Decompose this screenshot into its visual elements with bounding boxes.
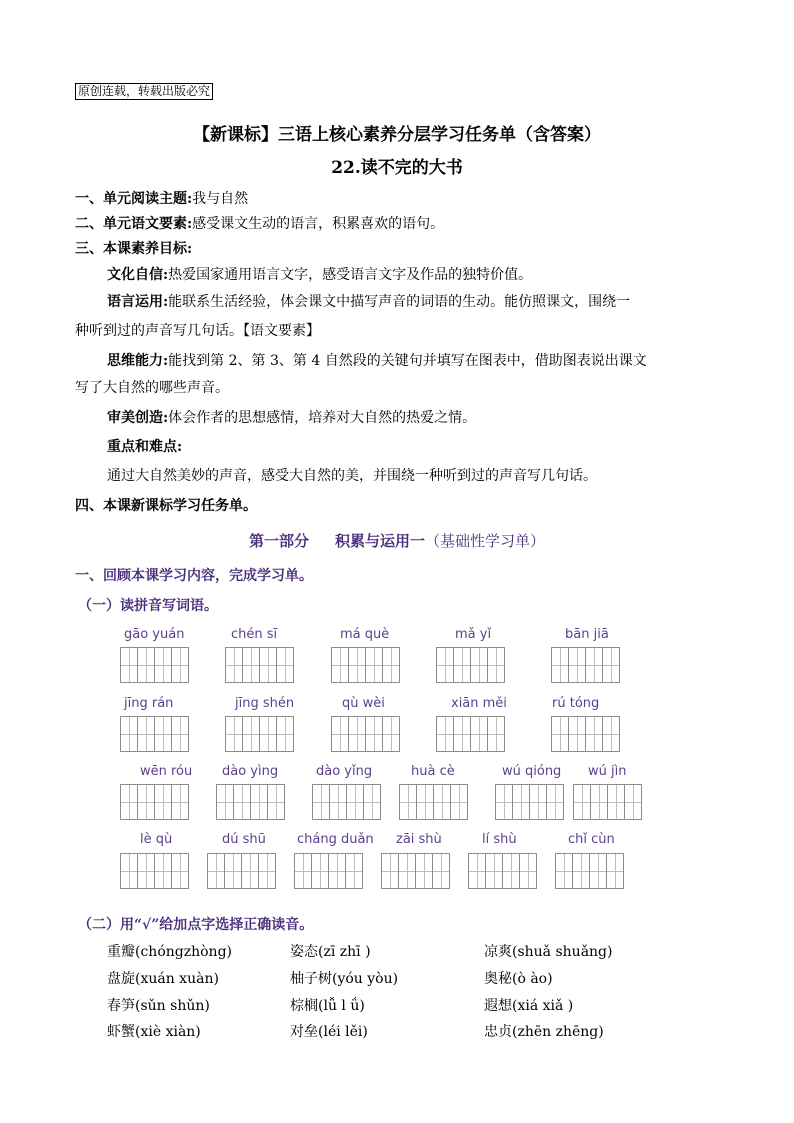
- pinyin-label: zāi shù: [396, 832, 442, 847]
- answer-grid[interactable]: [331, 647, 400, 683]
- section-2: [75, 215, 444, 233]
- choice-item[interactable]: 柚子树(yóu yòu): [290, 971, 399, 987]
- sub-task-2-heading: （二）用“√”给加点字选择正确读音。: [78, 917, 314, 933]
- choice-item[interactable]: 凉爽(shuǎ shuǎng): [484, 944, 613, 960]
- goal-culture-label: 文化自信:: [107, 267, 169, 283]
- pinyin-label: wēn róu: [140, 764, 193, 779]
- pinyin-label: rú tóng: [552, 696, 600, 711]
- answer-grid[interactable]: [331, 716, 400, 752]
- answer-grid[interactable]: [216, 784, 285, 820]
- pinyin-label: qù wèi: [342, 696, 385, 711]
- section-1-label: 一、单元阅读主题:: [75, 191, 193, 207]
- answer-grid[interactable]: [225, 647, 294, 683]
- pinyin-label: huà cè: [411, 764, 455, 779]
- pinyin-label: lí shù: [482, 832, 517, 847]
- pinyin-label: bān jiā: [565, 627, 609, 642]
- pinyin-label: chén sī: [231, 627, 278, 642]
- pinyin-label: chǐ cùn: [568, 832, 615, 847]
- pinyin-label: jīng shén: [235, 696, 295, 711]
- answer-grid[interactable]: [436, 716, 505, 752]
- section-1-text: 我与自然: [192, 191, 249, 207]
- goal-thinking-text-a: 能找到第 2、第 3、第 4 自然段的关键句并填写在图表中，借助图表说出课文: [168, 353, 647, 369]
- pinyin-label: dào yìng: [222, 764, 279, 779]
- part-name: 积累与运用一: [334, 532, 425, 550]
- key-points-label: 重点和难点:: [107, 439, 183, 455]
- section-2-label: 二、单元语文要素:: [75, 216, 193, 232]
- pinyin-label: dú shū: [222, 832, 266, 847]
- pinyin-label: má què: [340, 627, 390, 642]
- section-1: [75, 190, 248, 208]
- answer-grid[interactable]: [294, 853, 363, 889]
- answer-grid[interactable]: [551, 647, 620, 683]
- answer-grid[interactable]: [555, 853, 624, 889]
- goal-culture: [107, 266, 532, 284]
- task-1-heading: 一、回顾本课学习内容，完成学习单。: [75, 568, 313, 584]
- choice-item[interactable]: 重瓣(chóngzhòng): [107, 944, 232, 960]
- pinyin-label: cháng duǎn: [297, 832, 374, 847]
- answer-grid[interactable]: [551, 716, 620, 752]
- section-4: 四、本课新课标学习任务单。: [75, 498, 257, 514]
- answer-grid[interactable]: [207, 853, 276, 889]
- goal-aesthetic-label: 审美创造:: [107, 410, 169, 426]
- pinyin-label: jīng rán: [124, 696, 174, 711]
- answer-grid[interactable]: [120, 716, 189, 752]
- document-title: 【新课标】三语上核心素养分层学习任务单（含答案）: [193, 125, 601, 145]
- goal-culture-text: 热爱国家通用语言文字，感受语言文字及作品的独特价值。: [168, 267, 533, 283]
- goal-language-text-b: 种听到过的声音写几句话。【语文要素】: [75, 323, 320, 339]
- goal-thinking-text-b: 写了大自然的哪些声音。: [75, 380, 229, 396]
- section-2-text: 感受课文生动的语言，积累喜欢的语句。: [192, 216, 445, 232]
- lesson-title: 22.读不完的大书: [331, 158, 463, 178]
- answer-grid[interactable]: [468, 853, 537, 889]
- choice-item[interactable]: 姿态(zī zhī ): [290, 944, 371, 960]
- answer-grid[interactable]: [120, 853, 189, 889]
- section-3-label: 三、本课素养目标:: [75, 241, 193, 257]
- goal-language-label: 语言运用:: [107, 294, 169, 310]
- pinyin-label: xiān měi: [451, 696, 507, 711]
- key-points-text: 通过大自然美妙的声音，感受大自然的美，并围绕一种听到过的声音写几句话。: [107, 468, 597, 484]
- answer-grid[interactable]: [399, 784, 468, 820]
- answer-grid[interactable]: [312, 784, 381, 820]
- part-heading: [0, 530, 794, 551]
- sub-task-1-heading: （一）读拼音写词语。: [78, 598, 218, 614]
- answer-grid[interactable]: [436, 647, 505, 683]
- choice-item[interactable]: 对垒(léi lěi): [290, 1024, 368, 1040]
- pinyin-label: mǎ yǐ: [455, 627, 492, 642]
- pinyin-label: wú qióng: [502, 764, 562, 779]
- goal-thinking: [107, 352, 647, 370]
- goal-language: [107, 293, 630, 311]
- answer-grid[interactable]: [495, 784, 564, 820]
- choice-item[interactable]: 盘旋(xuán xuàn): [107, 971, 219, 987]
- answer-grid[interactable]: [120, 784, 189, 820]
- choice-item[interactable]: 虾蟹(xiè xiàn): [107, 1024, 201, 1040]
- answer-grid[interactable]: [573, 784, 642, 820]
- answer-grid[interactable]: [381, 853, 450, 889]
- pinyin-label: dào yǐng: [316, 764, 373, 779]
- part-main: 第一部分: [248, 532, 309, 550]
- goal-aesthetic-text: 体会作者的思想感情，培养对大自然的热爱之情。: [168, 410, 477, 426]
- choice-item[interactable]: 棕榈(lǚ l ǘ): [290, 998, 365, 1014]
- answer-grid[interactable]: [120, 647, 189, 683]
- answer-grid[interactable]: [225, 716, 294, 752]
- goal-aesthetic: [107, 409, 476, 427]
- goal-language-text-a: 能联系生活经验，体会课文中描写声音的词语的生动。能仿照课文，围绕一: [168, 294, 631, 310]
- copyright-notice: 原创连载，转载出版必究: [75, 83, 213, 100]
- part-sub: （基础性学习单）: [425, 532, 546, 550]
- choice-item[interactable]: 忠贞(zhēn zhēng): [484, 1024, 604, 1040]
- pinyin-label: gāo yuán: [124, 627, 185, 642]
- choice-item[interactable]: 奥秘(ò ào): [484, 971, 553, 987]
- pinyin-label: wú jìn: [588, 764, 627, 779]
- goal-thinking-label: 思维能力:: [107, 353, 169, 369]
- choice-item[interactable]: 春笋(sǔn shǔn): [107, 998, 210, 1014]
- pinyin-label: lè qù: [140, 832, 173, 847]
- choice-item[interactable]: 遐想(xiá xiǎ ): [484, 998, 574, 1014]
